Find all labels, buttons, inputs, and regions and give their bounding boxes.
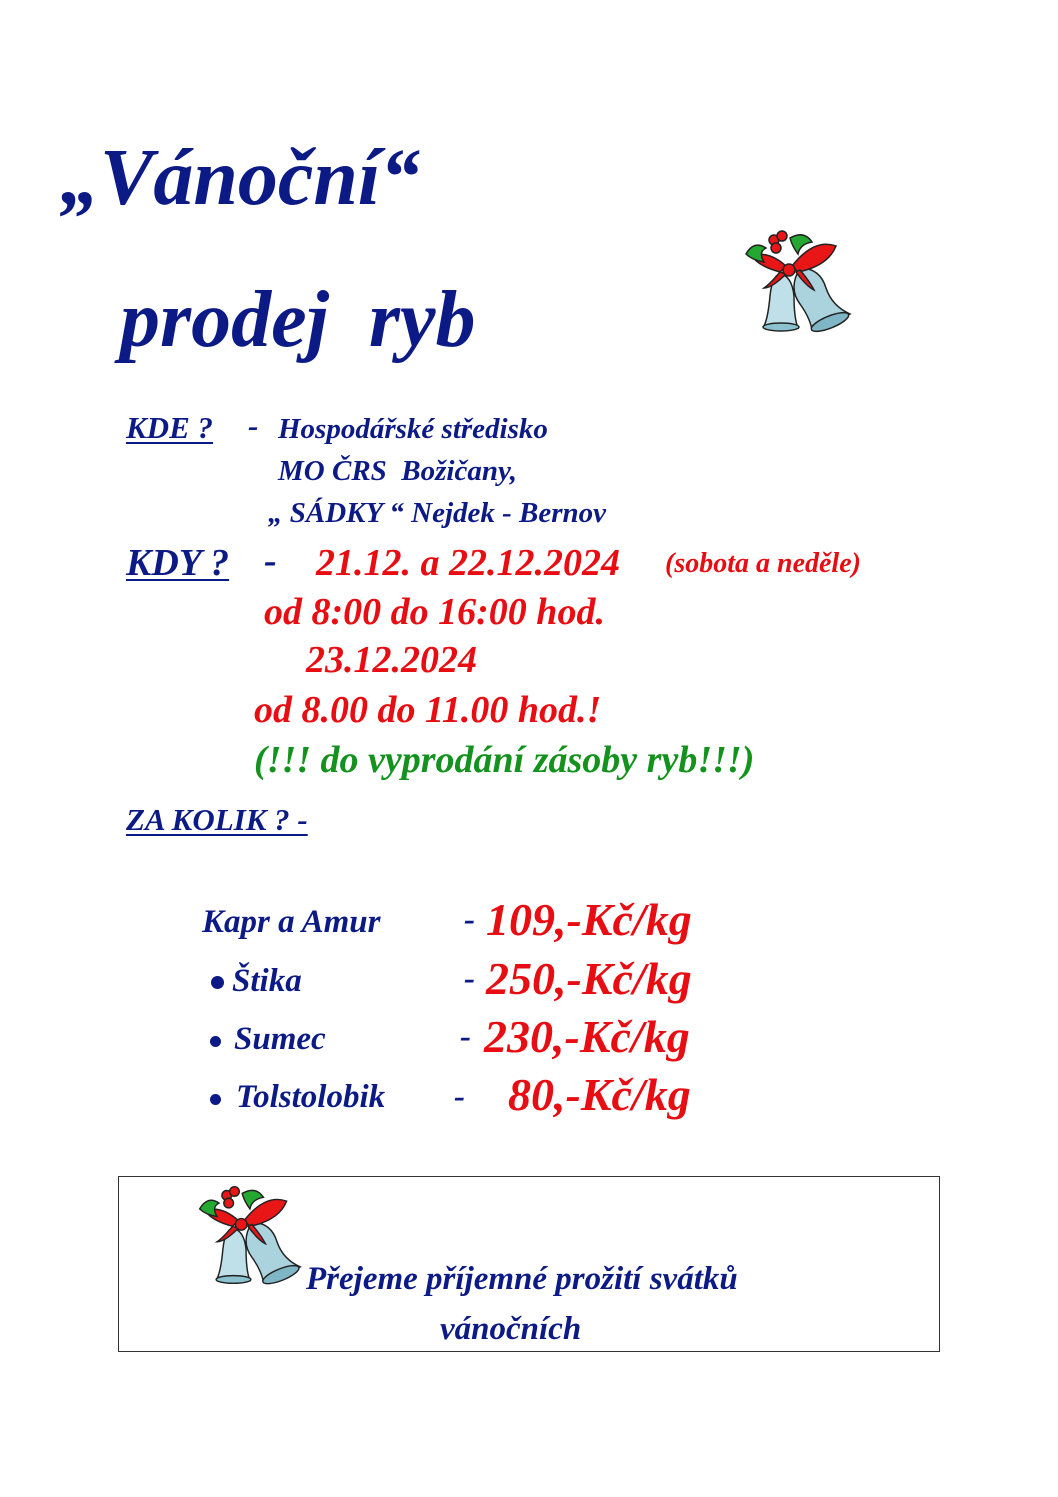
price-name-kapr: Kapr a Amur: [202, 904, 381, 940]
title-line-1: „Vánoční“: [60, 134, 421, 222]
kde-dash: -: [248, 408, 259, 443]
bullet-icon: [210, 1094, 221, 1105]
kde-line-1: Hospodářské středisko: [278, 413, 548, 445]
kde-line-3: „ SÁDKY “ Nejdek - Bernov: [268, 497, 607, 529]
wish-line-1: Přejeme příjemné prožití svátků: [306, 1261, 738, 1297]
title-line-2: prodej ryb: [120, 276, 476, 364]
kdy-dash: -: [264, 540, 277, 582]
kde-line-2: MO ČRS Božičany,: [278, 455, 518, 487]
price-value-kapr: 109,-Kč/kg: [486, 894, 692, 945]
kdy-date-1-note: (sobota a neděle): [665, 548, 861, 579]
kde-label: KDE ?: [126, 410, 213, 445]
wish-line-2: vánočních: [440, 1311, 582, 1347]
kdy-time-2: od 8.00 do 11.00 hod.!: [254, 689, 602, 731]
kdy-date-2: 23.12.2024: [306, 639, 477, 681]
bullet-icon: [211, 976, 224, 989]
kdy-label: KDY ?: [126, 542, 230, 584]
price-dash-sumec: -: [460, 1019, 471, 1055]
price-value-sumec: 230,-Kč/kg: [484, 1011, 690, 1062]
price-name-tolstolobik: Tolstolobik: [236, 1079, 386, 1115]
price-name-stika: Štika: [232, 963, 302, 999]
kdy-note: (!!! do vyprodání zásoby ryb!!!): [254, 739, 755, 781]
price-name-sumec: Sumec: [234, 1021, 326, 1057]
price-dash-kapr: -: [464, 902, 475, 938]
za-kolik-label: ZA KOLIK ? -: [126, 802, 308, 837]
kdy-time-1: od 8:00 do 16:00 hod.: [264, 591, 605, 633]
price-value-tolstolobik: 80,-Kč/kg: [508, 1069, 691, 1120]
bullet-icon: [210, 1036, 221, 1047]
price-dash-tolstolobik: -: [454, 1079, 465, 1115]
kdy-date-1: 21.12. a 22.12.2024: [316, 542, 620, 584]
price-dash-stika: -: [464, 961, 475, 997]
christmas-bells-icon: [736, 226, 856, 336]
christmas-bells-icon: [190, 1180, 306, 1290]
price-value-stika: 250,-Kč/kg: [486, 953, 692, 1004]
